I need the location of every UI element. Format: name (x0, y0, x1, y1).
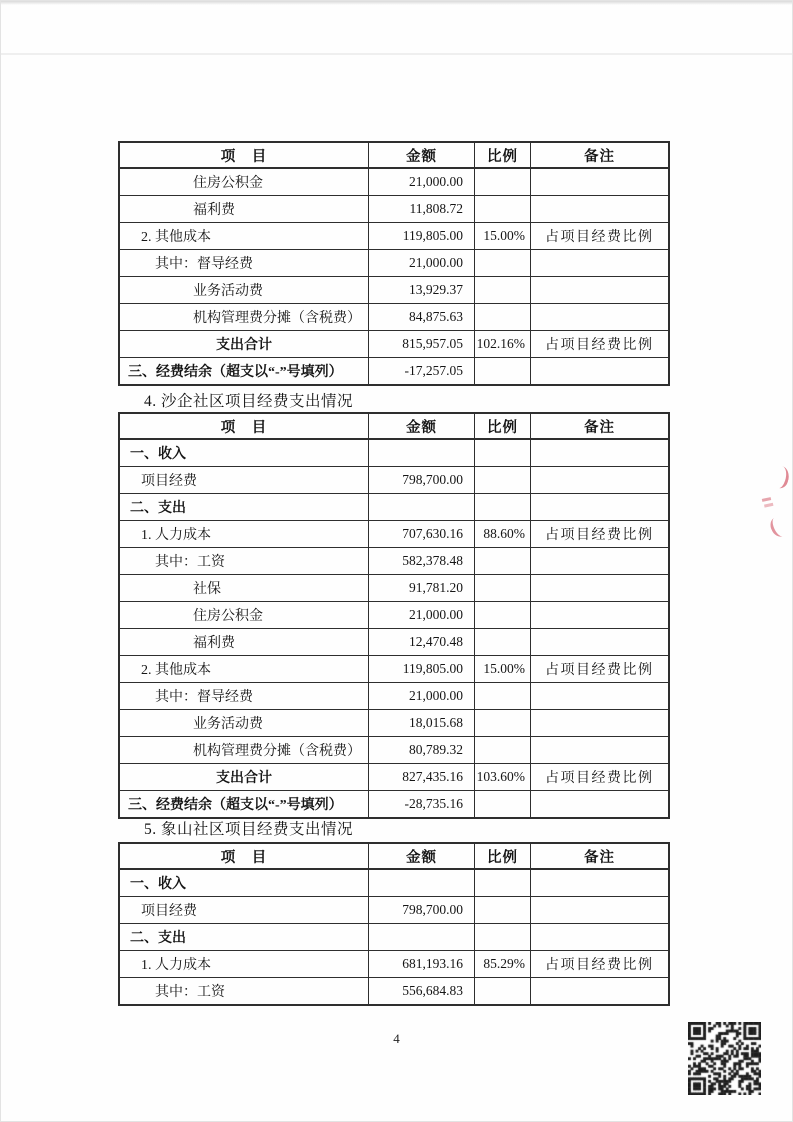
column-header: 比例 (475, 843, 531, 869)
cell-item: 业务活动费 (119, 277, 369, 304)
cell-amount: -28,735.16 (369, 791, 475, 819)
table-row (119, 924, 669, 951)
cell-amount: 827,435.16 (369, 764, 475, 791)
cell-note (531, 494, 670, 521)
column-header: 项 目 (119, 142, 369, 168)
cell-amount: 556,684.83 (369, 978, 475, 1006)
cell-note (531, 467, 670, 494)
cell-ratio (475, 629, 531, 656)
cell-amount: 815,957.05 (369, 331, 475, 358)
table-row (119, 439, 669, 467)
cell-item: 其中：督导经费 (119, 250, 369, 277)
table-row (119, 951, 669, 978)
cell-amount: 13,929.37 (369, 277, 475, 304)
table-row (119, 978, 669, 1006)
red-seal-fragment-icon (769, 464, 792, 490)
table-row (119, 548, 669, 575)
table-row (119, 575, 669, 602)
cell-item: 业务活动费 (119, 710, 369, 737)
cell-item: 福利费 (119, 629, 369, 656)
cell-ratio (475, 196, 531, 223)
cell-amount: 21,000.00 (369, 683, 475, 710)
cell-item: 三、经费结余（超支以“-”号填列） (119, 358, 369, 386)
cell-amount: 119,805.00 (369, 656, 475, 683)
table-row (119, 737, 669, 764)
cell-note (531, 897, 670, 924)
cell-note: 占项目经费比例 (531, 331, 670, 358)
red-seal-fragment-icon (767, 515, 789, 539)
table-row (119, 710, 669, 737)
cell-ratio: 88.60% (475, 521, 531, 548)
cell-item: 住房公积金 (119, 602, 369, 629)
cell-note (531, 710, 670, 737)
scan-edge-artifact (1, 1, 792, 5)
cell-item: 支出合计 (119, 331, 369, 358)
cell-ratio (475, 168, 531, 196)
cell-note: 占项目经费比例 (531, 521, 670, 548)
cell-amount: 21,000.00 (369, 602, 475, 629)
cell-ratio (475, 358, 531, 386)
cell-item: 一、收入 (119, 869, 369, 897)
cell-item: 三、经费结余（超支以“-”号填列） (119, 791, 369, 819)
table-row (119, 683, 669, 710)
table-row (119, 897, 669, 924)
cell-amount: 80,789.32 (369, 737, 475, 764)
table-row (119, 250, 669, 277)
cell-amount: 18,015.68 (369, 710, 475, 737)
cell-ratio (475, 494, 531, 521)
cell-item: 机构管理费分摊（含税费） (119, 737, 369, 764)
cell-amount: 582,378.48 (369, 548, 475, 575)
cell-amount: 707,630.16 (369, 521, 475, 548)
table-row (119, 764, 669, 791)
table-expense-continuation (118, 141, 665, 386)
cell-item: 2. 其他成本 (119, 656, 369, 683)
cell-note (531, 575, 670, 602)
cell-note (531, 791, 670, 819)
cell-amount: -17,257.05 (369, 358, 475, 386)
cell-note (531, 924, 670, 951)
cell-ratio (475, 791, 531, 819)
cell-note (531, 683, 670, 710)
cell-amount: 798,700.00 (369, 467, 475, 494)
table-header-row (119, 413, 669, 439)
cell-ratio (475, 924, 531, 951)
column-header: 项 目 (119, 413, 369, 439)
cell-note (531, 304, 670, 331)
cell-item: 一、收入 (119, 439, 369, 467)
table-row (119, 196, 669, 223)
cell-ratio: 103.60% (475, 764, 531, 791)
section-title-shaqi: 4. 沙企社区项目经费支出情况 (144, 393, 354, 410)
cell-amount: 12,470.48 (369, 629, 475, 656)
table-shaqi-expense (118, 412, 665, 819)
column-header: 比例 (475, 142, 531, 168)
cell-note (531, 250, 670, 277)
cell-ratio (475, 683, 531, 710)
cell-item: 支出合计 (119, 764, 369, 791)
cell-amount: 681,193.16 (369, 951, 475, 978)
cell-ratio (475, 548, 531, 575)
cell-amount (369, 924, 475, 951)
cell-ratio (475, 602, 531, 629)
cell-ratio: 102.16% (475, 331, 531, 358)
cell-item: 其中：工资 (119, 548, 369, 575)
table-header-row (119, 142, 669, 168)
cell-ratio (475, 710, 531, 737)
cell-item: 2. 其他成本 (119, 223, 369, 250)
cell-ratio (475, 575, 531, 602)
cell-item: 社保 (119, 575, 369, 602)
cell-ratio (475, 737, 531, 764)
cell-amount: 798,700.00 (369, 897, 475, 924)
cell-ratio (475, 978, 531, 1006)
table-row (119, 331, 669, 358)
section-title-xiangshan: 5. 象山社区项目经费支出情况 (144, 821, 354, 838)
column-header: 备注 (531, 142, 670, 168)
table-row (119, 494, 669, 521)
cell-item: 1. 人力成本 (119, 951, 369, 978)
cell-note (531, 168, 670, 196)
cell-note (531, 439, 670, 467)
xiangshan-community-expense-table (118, 842, 670, 1006)
cell-amount (369, 494, 475, 521)
red-seal-fragment-icon (762, 497, 771, 502)
column-header: 备注 (531, 413, 670, 439)
cell-item: 项目经费 (119, 897, 369, 924)
cell-note: 占项目经费比例 (531, 951, 670, 978)
expense-table-continuation (118, 141, 670, 386)
cell-ratio (475, 250, 531, 277)
table-header-row (119, 843, 669, 869)
cell-amount: 21,000.00 (369, 250, 475, 277)
cell-amount (369, 869, 475, 897)
cell-note (531, 277, 670, 304)
column-header: 项 目 (119, 843, 369, 869)
column-header: 金额 (369, 843, 475, 869)
cell-note (531, 737, 670, 764)
page-number: 4 (393, 1031, 400, 1046)
column-header: 金额 (369, 413, 475, 439)
column-header: 金额 (369, 142, 475, 168)
table-row (119, 277, 669, 304)
column-header: 备注 (531, 843, 670, 869)
cell-ratio: 15.00% (475, 656, 531, 683)
cell-ratio (475, 439, 531, 467)
table-row (119, 602, 669, 629)
column-header: 比例 (475, 413, 531, 439)
cell-item: 二、支出 (119, 924, 369, 951)
cell-ratio (475, 869, 531, 897)
table-row (119, 168, 669, 196)
cell-note: 占项目经费比例 (531, 223, 670, 250)
table-row (119, 358, 669, 386)
cell-ratio (475, 467, 531, 494)
cell-item: 其中：督导经费 (119, 683, 369, 710)
cell-ratio (475, 304, 531, 331)
cell-note: 占项目经费比例 (531, 764, 670, 791)
table-row (119, 304, 669, 331)
cell-amount: 119,805.00 (369, 223, 475, 250)
qr-code (688, 1022, 761, 1095)
scan-artifact-line (1, 53, 792, 55)
cell-amount (369, 439, 475, 467)
cell-item: 福利费 (119, 196, 369, 223)
cell-note: 占项目经费比例 (531, 656, 670, 683)
table-xiangshan-expense (118, 842, 665, 1006)
table-row (119, 223, 669, 250)
cell-amount: 21,000.00 (369, 168, 475, 196)
cell-amount: 84,875.63 (369, 304, 475, 331)
cell-note (531, 869, 670, 897)
cell-note (531, 629, 670, 656)
cell-ratio (475, 897, 531, 924)
table-row (119, 521, 669, 548)
cell-item: 项目经费 (119, 467, 369, 494)
table-row (119, 467, 669, 494)
cell-item: 机构管理费分摊（含税费） (119, 304, 369, 331)
cell-item: 住房公积金 (119, 168, 369, 196)
cell-note (531, 978, 670, 1006)
cell-item: 1. 人力成本 (119, 521, 369, 548)
cell-amount: 91,781.20 (369, 575, 475, 602)
cell-item: 其中：工资 (119, 978, 369, 1006)
table-row (119, 791, 669, 819)
cell-item: 二、支出 (119, 494, 369, 521)
cell-ratio: 15.00% (475, 223, 531, 250)
table-row (119, 869, 669, 897)
cell-note (531, 548, 670, 575)
cell-note (531, 196, 670, 223)
cell-ratio: 85.29% (475, 951, 531, 978)
cell-amount: 11,808.72 (369, 196, 475, 223)
cell-ratio (475, 277, 531, 304)
cell-note (531, 358, 670, 386)
table-row (119, 629, 669, 656)
shaqi-community-expense-table (118, 412, 670, 819)
table-row (119, 656, 669, 683)
cell-note (531, 602, 670, 629)
